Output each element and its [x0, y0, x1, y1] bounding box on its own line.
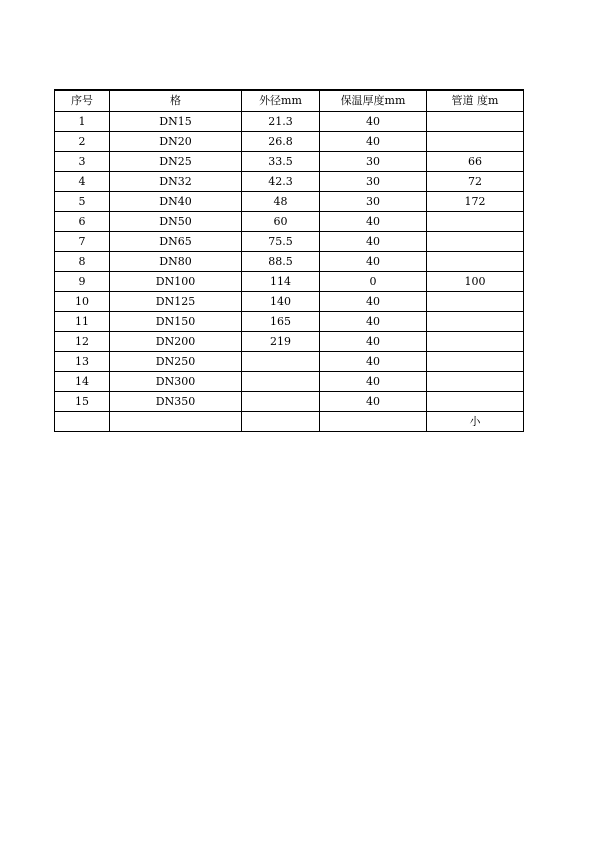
cell-spec: DN80 [110, 252, 242, 272]
cell-insulation-thickness: 40 [320, 332, 427, 352]
table-row [55, 352, 524, 372]
cell-index: 4 [55, 172, 110, 192]
cell-insulation-thickness: 40 [320, 132, 427, 152]
cell-index [55, 412, 110, 432]
cell-index: 15 [55, 392, 110, 412]
cell-pipe-length [427, 112, 524, 132]
cell-index: 2 [55, 132, 110, 152]
header-spec: 格 [110, 90, 242, 112]
cell-pipe-length [427, 252, 524, 272]
table-row [55, 252, 524, 272]
cell-spec: DN150 [110, 312, 242, 332]
cell-pipe-length: 100 [427, 272, 524, 292]
cell-spec: DN20 [110, 132, 242, 152]
cell-outer-diameter: 219 [242, 332, 320, 352]
cell-outer-diameter: 33.5 [242, 152, 320, 172]
cell-insulation-thickness [320, 412, 427, 432]
header-pipe-length: 管道 度m [427, 90, 524, 112]
cell-insulation-thickness: 40 [320, 212, 427, 232]
cell-index: 11 [55, 312, 110, 332]
cell-pipe-length [427, 312, 524, 332]
cell-insulation-thickness: 40 [320, 312, 427, 332]
table-row [55, 132, 524, 152]
header-outer-diameter: 外径mm [242, 90, 320, 112]
cell-pipe-length [427, 212, 524, 232]
cell-index: 13 [55, 352, 110, 372]
cell-insulation-thickness: 30 [320, 192, 427, 212]
cell-outer-diameter: 114 [242, 272, 320, 292]
table-row [55, 192, 524, 212]
table-row [55, 312, 524, 332]
cell-spec: DN50 [110, 212, 242, 232]
cell-outer-diameter: 60 [242, 212, 320, 232]
header-row [55, 90, 524, 112]
cell-insulation-thickness: 40 [320, 292, 427, 312]
cell-outer-diameter [242, 412, 320, 432]
cell-outer-diameter: 75.5 [242, 232, 320, 252]
cell-pipe-length [427, 132, 524, 152]
cell-outer-diameter: 88.5 [242, 252, 320, 272]
cell-insulation-thickness: 40 [320, 232, 427, 252]
cell-spec: DN125 [110, 292, 242, 312]
cell-insulation-thickness: 0 [320, 272, 427, 292]
cell-spec: DN65 [110, 232, 242, 252]
cell-pipe-length [427, 352, 524, 372]
cell-spec: DN100 [110, 272, 242, 292]
cell-outer-diameter [242, 352, 320, 372]
cell-outer-diameter: 26.8 [242, 132, 320, 152]
cell-pipe-length [427, 372, 524, 392]
cell-outer-diameter: 21.3 [242, 112, 320, 132]
cell-insulation-thickness: 30 [320, 172, 427, 192]
cell-insulation-thickness: 40 [320, 372, 427, 392]
cell-outer-diameter: 140 [242, 292, 320, 312]
cell-insulation-thickness: 40 [320, 252, 427, 272]
cell-spec: DN25 [110, 152, 242, 172]
cell-outer-diameter [242, 392, 320, 412]
header-insulation-thickness: 保温厚度mm [320, 90, 427, 112]
table-row [55, 112, 524, 132]
table-row [55, 232, 524, 252]
cell-index: 8 [55, 252, 110, 272]
cell-index: 7 [55, 232, 110, 252]
table-row [55, 172, 524, 192]
cell-pipe-length: 小 [427, 412, 524, 432]
cell-pipe-length [427, 392, 524, 412]
cell-spec: DN40 [110, 192, 242, 212]
cell-insulation-thickness: 30 [320, 152, 427, 172]
cell-insulation-thickness: 40 [320, 112, 427, 132]
table-row [55, 392, 524, 412]
cell-index: 12 [55, 332, 110, 352]
pipe-insulation-table [54, 89, 524, 432]
cell-index: 6 [55, 212, 110, 232]
cell-index: 10 [55, 292, 110, 312]
cell-spec: DN200 [110, 332, 242, 352]
cell-index: 5 [55, 192, 110, 212]
table-row [55, 332, 524, 352]
subtotal-row [55, 412, 524, 432]
cell-pipe-length [427, 332, 524, 352]
table-row [55, 272, 524, 292]
cell-outer-diameter: 42.3 [242, 172, 320, 192]
table-row [55, 152, 524, 172]
cell-index: 9 [55, 272, 110, 292]
cell-spec: DN350 [110, 392, 242, 412]
cell-spec: DN300 [110, 372, 242, 392]
table-row [55, 292, 524, 312]
cell-pipe-length: 72 [427, 172, 524, 192]
cell-insulation-thickness: 40 [320, 392, 427, 412]
cell-outer-diameter: 48 [242, 192, 320, 212]
cell-pipe-length: 172 [427, 192, 524, 212]
cell-index: 14 [55, 372, 110, 392]
header-index: 序号 [55, 90, 110, 112]
table-row [55, 372, 524, 392]
cell-outer-diameter [242, 372, 320, 392]
cell-spec [110, 412, 242, 432]
cell-spec: DN32 [110, 172, 242, 192]
cell-pipe-length: 66 [427, 152, 524, 172]
cell-spec: DN250 [110, 352, 242, 372]
cell-spec: DN15 [110, 112, 242, 132]
cell-outer-diameter: 165 [242, 312, 320, 332]
cell-pipe-length [427, 292, 524, 312]
cell-index: 1 [55, 112, 110, 132]
cell-index: 3 [55, 152, 110, 172]
cell-insulation-thickness: 40 [320, 352, 427, 372]
cell-pipe-length [427, 232, 524, 252]
table-row [55, 212, 524, 232]
